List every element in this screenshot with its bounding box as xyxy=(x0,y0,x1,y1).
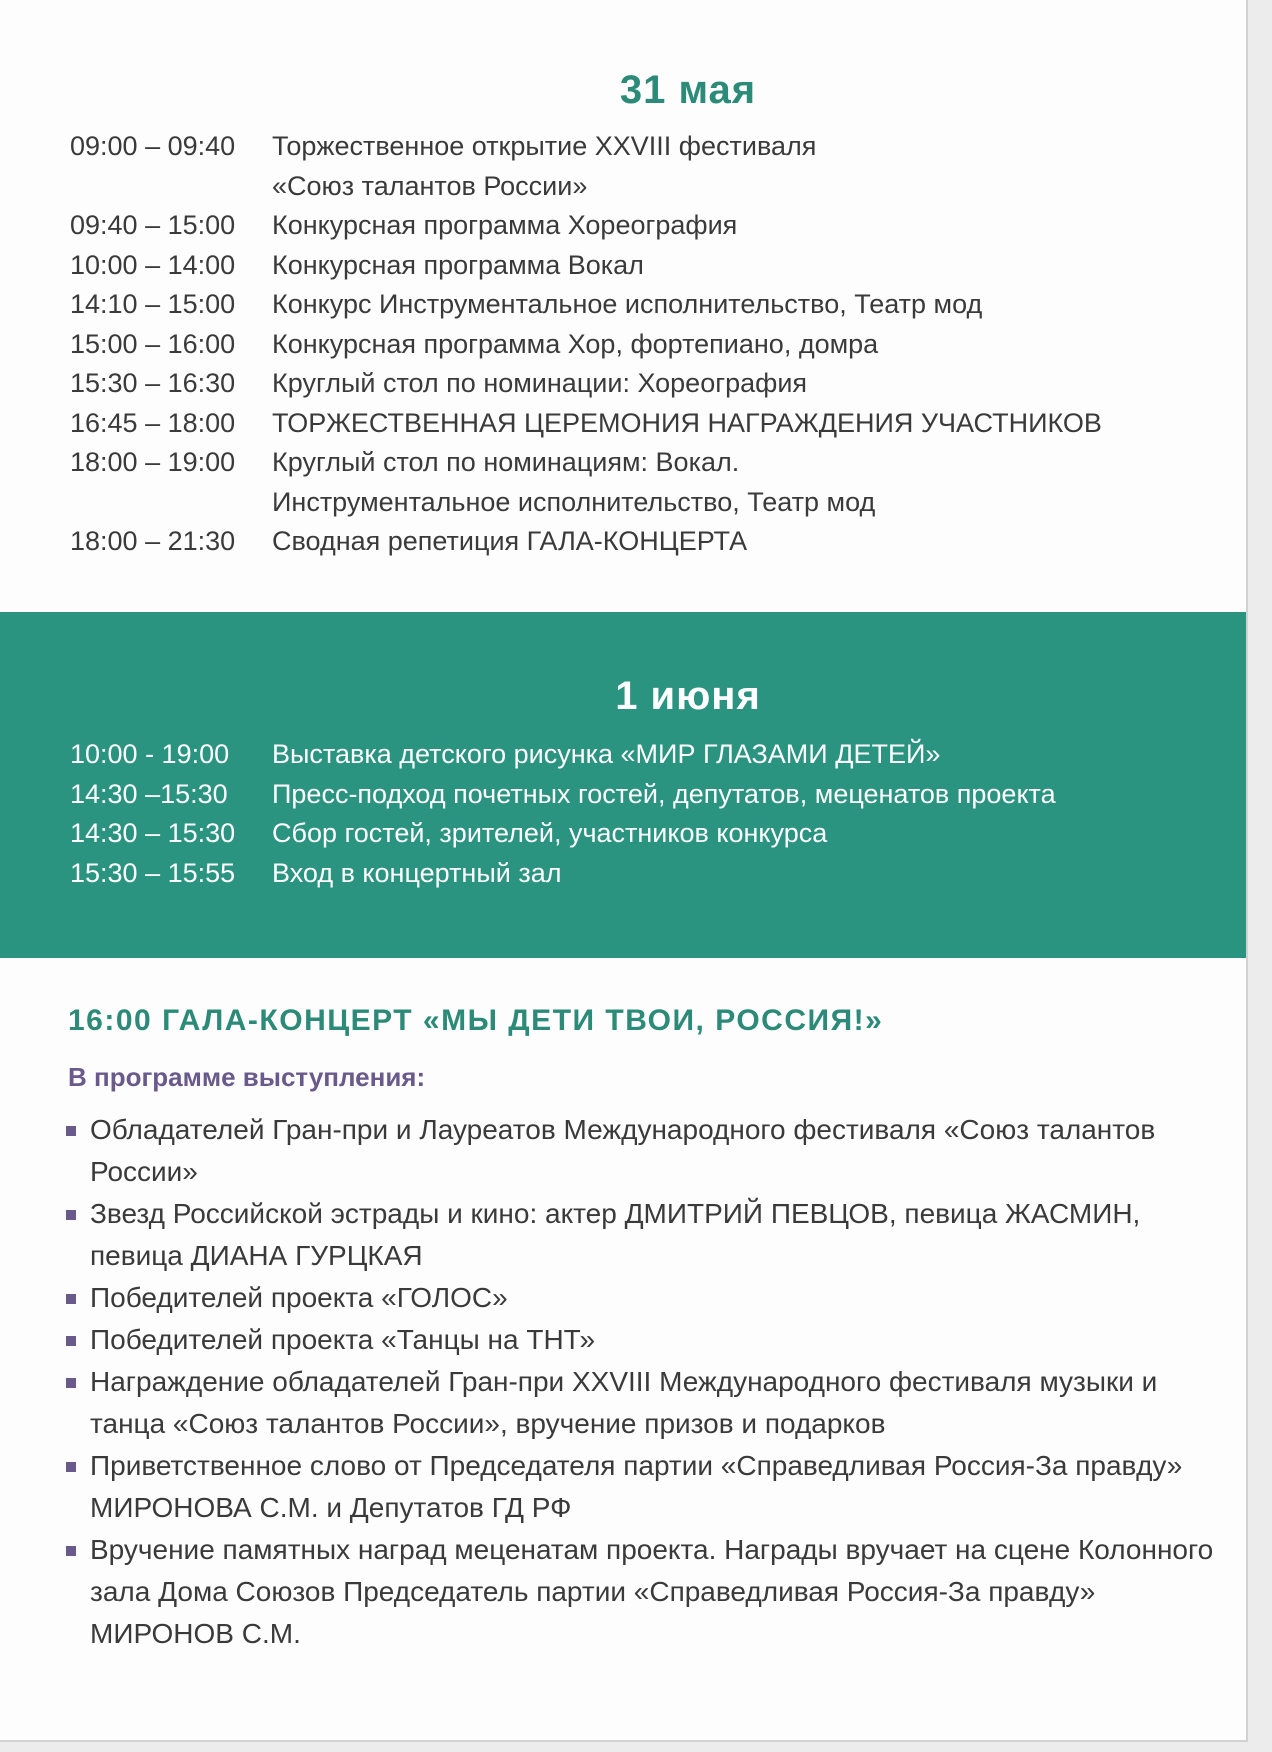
list-item-text: Награждение обладателей Гран-при XXVIII Международного фестиваля музыки и танца «Союз талантов России», вручение призов и подарков xyxy=(90,1366,1158,1439)
schedule-row xyxy=(70,735,1246,775)
schedule-row xyxy=(70,246,1246,286)
list-item-text: Приветственное слово от Председателя партии «Справедливая Россия-За правду» МИРОНОВА С.М. и Депутатов ГД РФ xyxy=(90,1450,1183,1523)
event-time: 15:30 – 16:30 xyxy=(70,368,236,398)
list-item xyxy=(66,1445,1216,1529)
gala-concert-section xyxy=(0,1004,1246,1655)
schedule-row xyxy=(70,814,1246,854)
event-text: Торжественное открытие XXVIII фестиваля xyxy=(272,131,817,161)
list-item-text: Звезд Российской эстрады и кино: актер ДМИТРИЙ ПЕВЦОВ, певица ЖАСМИН, певица ДИАНА ГУРЦКАЯ xyxy=(90,1198,1141,1271)
event-time: 15:00 – 16:00 xyxy=(70,328,236,359)
event-time xyxy=(70,167,272,207)
schedule-row xyxy=(70,127,1246,167)
program-heading: В программе выступления: xyxy=(68,1062,426,1092)
gala-title: 16:00 ГАЛА-КОНЦЕРТ «МЫ ДЕТИ ТВОИ, РОССИЯ!» xyxy=(68,1004,884,1037)
square-bullet-icon xyxy=(66,1126,76,1136)
event-time: 09:00 – 09:40 xyxy=(70,131,236,161)
program-list xyxy=(66,1109,1216,1655)
schedule-row xyxy=(70,522,1246,562)
event-text: Конкурсная программа Хореография xyxy=(272,210,738,240)
event-text: Выставка детского рисунка «МИР ГЛАЗАМИ ДЕТЕЙ» xyxy=(272,739,941,769)
event-text: Круглый стол по номинациям: Вокал. xyxy=(272,447,740,477)
event-text: Конкурс Инструментальное исполнительство, Театр мод xyxy=(272,289,983,319)
schedule-row xyxy=(70,483,1246,523)
event-text: Пресс-подход почетных гостей, депутатов, меценатов проекта xyxy=(272,778,1056,809)
event-text: Сбор гостей, зрителей, участников конкурса xyxy=(272,818,828,848)
schedule-row xyxy=(70,206,1246,246)
event-time: 09:40 – 15:00 xyxy=(70,210,236,240)
event-time: 18:00 – 19:00 xyxy=(70,447,236,477)
list-item-text: Победителей проекта «Танцы на ТНТ» xyxy=(90,1324,596,1355)
schedule-list xyxy=(70,735,1246,893)
schedule-row xyxy=(70,854,1246,894)
schedule-row xyxy=(70,325,1246,365)
event-time: 18:00 – 21:30 xyxy=(70,526,236,556)
list-item-text: Обладателей Гран-при и Лауреатов Международного фестиваля «Союз талантов России» xyxy=(90,1114,1156,1187)
schedule-row xyxy=(70,404,1246,444)
schedule-row xyxy=(70,285,1246,325)
schedule-row xyxy=(70,364,1246,404)
day-title: 1 июня xyxy=(615,674,761,718)
event-text: Инструментальное исполнительство, Театр мод xyxy=(272,486,876,517)
event-text: Круглый стол по номинации: Хореография xyxy=(272,368,808,398)
event-time: 15:30 – 15:55 xyxy=(70,857,236,888)
event-time: 16:45 – 18:00 xyxy=(70,407,236,438)
list-item xyxy=(66,1529,1216,1655)
event-text: Сводная репетиция ГАЛА-КОНЦЕРТА xyxy=(272,526,748,556)
list-item xyxy=(66,1361,1216,1445)
square-bullet-icon xyxy=(66,1294,76,1304)
square-bullet-icon xyxy=(66,1546,76,1556)
event-time: 10:00 – 14:00 xyxy=(70,249,236,280)
day-title: 31 мая xyxy=(619,68,757,112)
event-text: ТОРЖЕСТВЕННАЯ ЦЕРЕМОНИЯ НАГРАЖДЕНИЯ УЧАСТНИКОВ xyxy=(272,407,1102,438)
list-item xyxy=(66,1109,1216,1193)
list-item xyxy=(66,1277,1216,1319)
list-item xyxy=(66,1193,1216,1277)
event-time: 14:10 – 15:00 xyxy=(70,289,236,319)
event-text: Конкурсная программа Вокал xyxy=(272,249,644,280)
list-item-text: Победителей проекта «ГОЛОС» xyxy=(90,1282,508,1313)
event-text: Вход в концертный зал xyxy=(272,857,562,888)
schedule-row xyxy=(70,443,1246,483)
list-item xyxy=(66,1319,1216,1361)
event-time: 14:30 – 15:30 xyxy=(70,818,236,848)
event-text: Конкурсная программа Хор, фортепиано, домра xyxy=(272,328,879,359)
schedule-list xyxy=(70,127,1246,562)
square-bullet-icon xyxy=(66,1378,76,1388)
square-bullet-icon xyxy=(66,1336,76,1346)
schedule-row xyxy=(70,167,1246,207)
day-31-may-section xyxy=(0,68,1246,562)
day-1-june-section xyxy=(0,612,1246,958)
square-bullet-icon xyxy=(66,1462,76,1472)
event-time: 14:30 –15:30 xyxy=(70,778,228,809)
square-bullet-icon xyxy=(66,1210,76,1220)
event-time xyxy=(70,483,272,523)
schedule-row xyxy=(70,775,1246,815)
event-time: 10:00 - 19:00 xyxy=(70,739,230,769)
event-text: «Союз талантов России» xyxy=(272,170,588,201)
list-item-text: Вручение памятных наград меценатам проекта. Награды вручает на сцене Колонного зала Дома Союзов Председатель партии «Справедливая Россия-За правду» МИРОНОВ С.М. xyxy=(90,1534,1214,1649)
